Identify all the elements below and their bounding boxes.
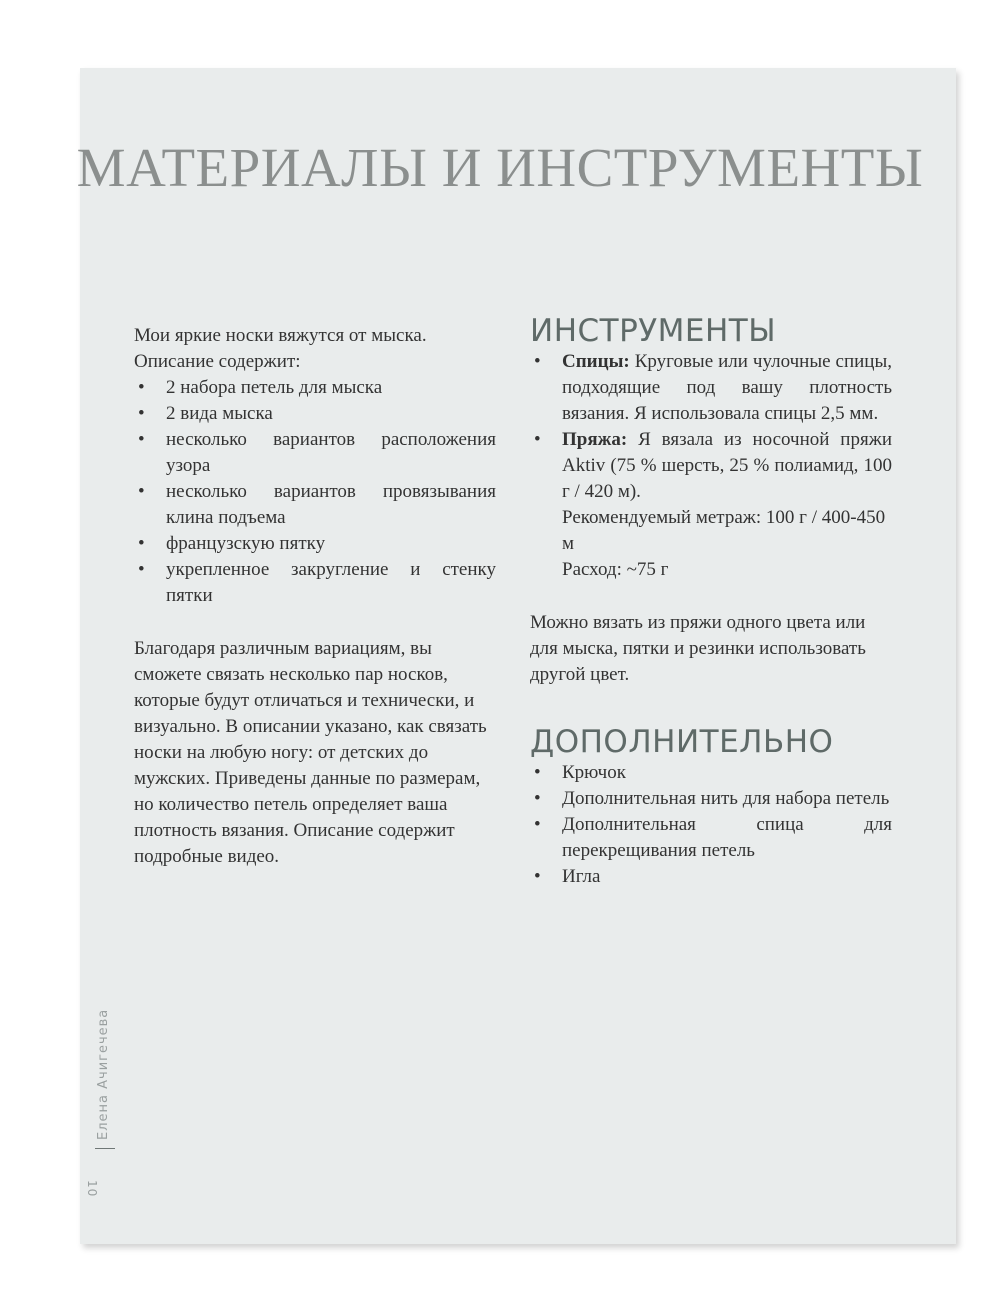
bullet-icon: • <box>534 762 541 783</box>
list-item: • Игла <box>530 864 892 890</box>
contents-list <box>134 375 496 609</box>
extra-heading: ДОПОЛНИТЕЛЬНО <box>530 724 834 760</box>
list-item: • Крючок <box>530 760 892 786</box>
list-item: • Дополнительная спица для перекрещивания петель <box>534 814 892 861</box>
list-item: • несколько вариантов провязывания клина подъема <box>138 481 496 528</box>
tools-list <box>530 349 892 583</box>
divider <box>95 1148 115 1149</box>
description-paragraph: Благодаря различным вариациям, вы сможете связать несколько пар носков, которые будут отличаться и технически, и визуально. В описании указано, как связать носки на любую ногу: от детских до мужских. Приведены данные по размерам, но количество петель определяет ваша плотность вязания. Описание содержит подробные видео. <box>134 638 487 867</box>
right-column <box>530 313 892 890</box>
bullet-icon: • <box>534 814 541 835</box>
bullet-icon: • <box>138 429 145 450</box>
bullet-icon: • <box>534 429 541 450</box>
bullet-icon: • <box>138 403 145 424</box>
yarn-note: Можно вязать из пряжи одного цвета или для мыска, пятки и резинки использовать другой цвет. <box>530 612 866 685</box>
extra-list <box>530 760 892 890</box>
list-item: • 2 вида мыска <box>134 401 496 427</box>
bullet-icon: • <box>138 533 145 554</box>
tools-heading: ИНСТРУМЕНТЫ <box>530 313 777 349</box>
yarn-text: Я вязала из носочной пряжи Aktiv (75 % шерсть, 25 % полиамид, 100 г / 420 м). <box>562 429 892 502</box>
bullet-icon: • <box>138 559 145 580</box>
list-item: • Дополнительная нить для набора петель <box>530 786 892 812</box>
list-item: • укрепленное закругление и стенку пятки <box>138 559 496 606</box>
list-item-needles <box>530 349 892 427</box>
yarn-meterage: Рекомендуемый метраж: 100 г / 400-450 м <box>562 507 886 554</box>
list-item: • 2 набора петель для мыска <box>134 375 496 401</box>
needles-label: Спицы: <box>562 351 630 372</box>
left-column <box>134 323 496 870</box>
intro-text: Мои яркие носки вяжутся от мыска. Описание содержит: <box>134 325 427 372</box>
bullet-icon: • <box>534 788 541 809</box>
list-item: • несколько вариантов расположения узора <box>138 429 496 476</box>
yarn-consumption: Расход: ~75 г <box>562 559 669 580</box>
bullet-icon: • <box>138 377 145 398</box>
yarn-label: Пряжа: <box>562 429 628 450</box>
bullet-icon: • <box>534 351 541 372</box>
list-item: • французскую пятку <box>134 531 496 557</box>
needles-text: Круговые или чулочные спицы, подходящие под вашу плотность вязания. Я использовала спицы 2,5 мм. <box>562 351 892 424</box>
bullet-icon: • <box>138 481 145 502</box>
list-item-yarn <box>530 427 892 583</box>
page-title: МАТЕРИАЛЫ И ИНСТРУМЕНТЫ <box>76 137 924 198</box>
author-name: Елена Ачигечева <box>96 1008 111 1140</box>
bullet-icon: • <box>534 866 541 887</box>
page-number: 10 <box>85 1180 99 1198</box>
